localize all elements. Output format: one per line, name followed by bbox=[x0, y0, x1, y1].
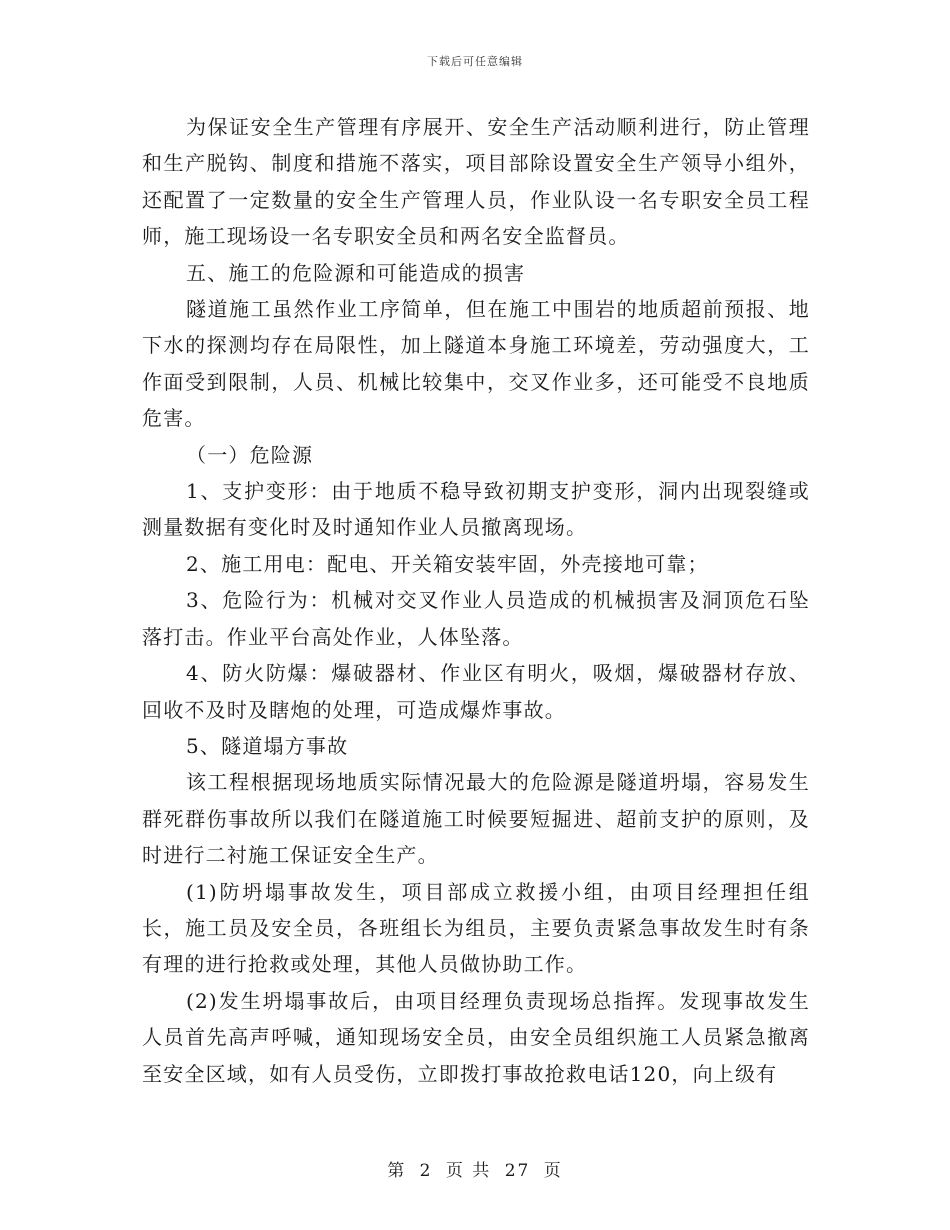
paragraph: (1)防坍塌事故发生，项目部成立救援小组，由项目经理担任组长，施工员及安全员，各班组长为组员，主要负责紧急事故发生时有条有理的进行抢救或处理，其他人员做协助工作。 bbox=[142, 879, 810, 977]
list-item: 2、施工用电：配电、开关箱安装牢固，外壳接地可靠； bbox=[186, 551, 709, 576]
list-item: 4、防火防爆：爆破器材、作业区有明火，吸烟，爆破器材存放、回收不及时及瞎炮的处理，可造成爆炸事故。 bbox=[142, 661, 810, 722]
paragraph: 该工程根据现场地质实际情况最大的危险源是隧道坍塌，容易发生群死群伤事故所以我们在隧道施工时候要短掘进、超前支护的原则，及时进行二衬施工保证安全生产。 bbox=[142, 770, 810, 868]
section-heading: 五、施工的危险源和可能造成的损害 bbox=[186, 260, 526, 285]
total-page-count: 27 bbox=[504, 1161, 531, 1181]
list-item: 5、隧道塌方事故 bbox=[186, 733, 349, 758]
footer-prefix: 第 bbox=[387, 1161, 407, 1181]
current-page-number: 2 bbox=[419, 1161, 433, 1181]
page-header: 下载后可任意编辑 bbox=[427, 55, 523, 68]
paragraph: 为保证安全生产管理有序展开、安全生产活动顺利进行，防止管理和生产脱钩、制度和措施不落实，项目部除设置安全生产领导小组外，还配置了一定数量的安全生产管理人员，作业队设一名专职安全员工程师，施工现场设一名专职安全员和两名安全监督员。 bbox=[142, 115, 810, 249]
paragraph: 隧道施工虽然作业工序简单，但在施工中围岩的地质超前预报、地下水的探测均存在局限性，加上隧道本身施工环境差，劳动强度大，工作面受到限制，人员、机械比较集中，交叉作业多，还可能受不良地质危害。 bbox=[142, 297, 810, 431]
list-item: 3、危险行为：机械对交叉作业人员造成的机械损害及洞顶危石坠落打击。作业平台高处作业，人体坠落。 bbox=[142, 588, 810, 649]
paragraph: (2)发生坍塌事故后，由项目经理负责现场总指挥。发现事故发生人员首先高声呼喊，通知现场安全员，由安全员组织施工人员紧急撤离至安全区域，如有人员受伤，立即拨打事故抢救电话120，向上级有 bbox=[142, 988, 810, 1086]
page-footer bbox=[0, 1156, 950, 1181]
footer-middle: 页 共 bbox=[445, 1161, 492, 1181]
list-item: 1、支护变形：由于地质不稳导致初期支护变形，洞内出现裂缝或测量数据有变化时及时通知作业人员撤离现场。 bbox=[142, 479, 810, 540]
subsection-heading: （一）危险源 bbox=[186, 442, 314, 467]
footer-suffix: 页 bbox=[543, 1161, 563, 1181]
document-body bbox=[142, 109, 810, 1092]
